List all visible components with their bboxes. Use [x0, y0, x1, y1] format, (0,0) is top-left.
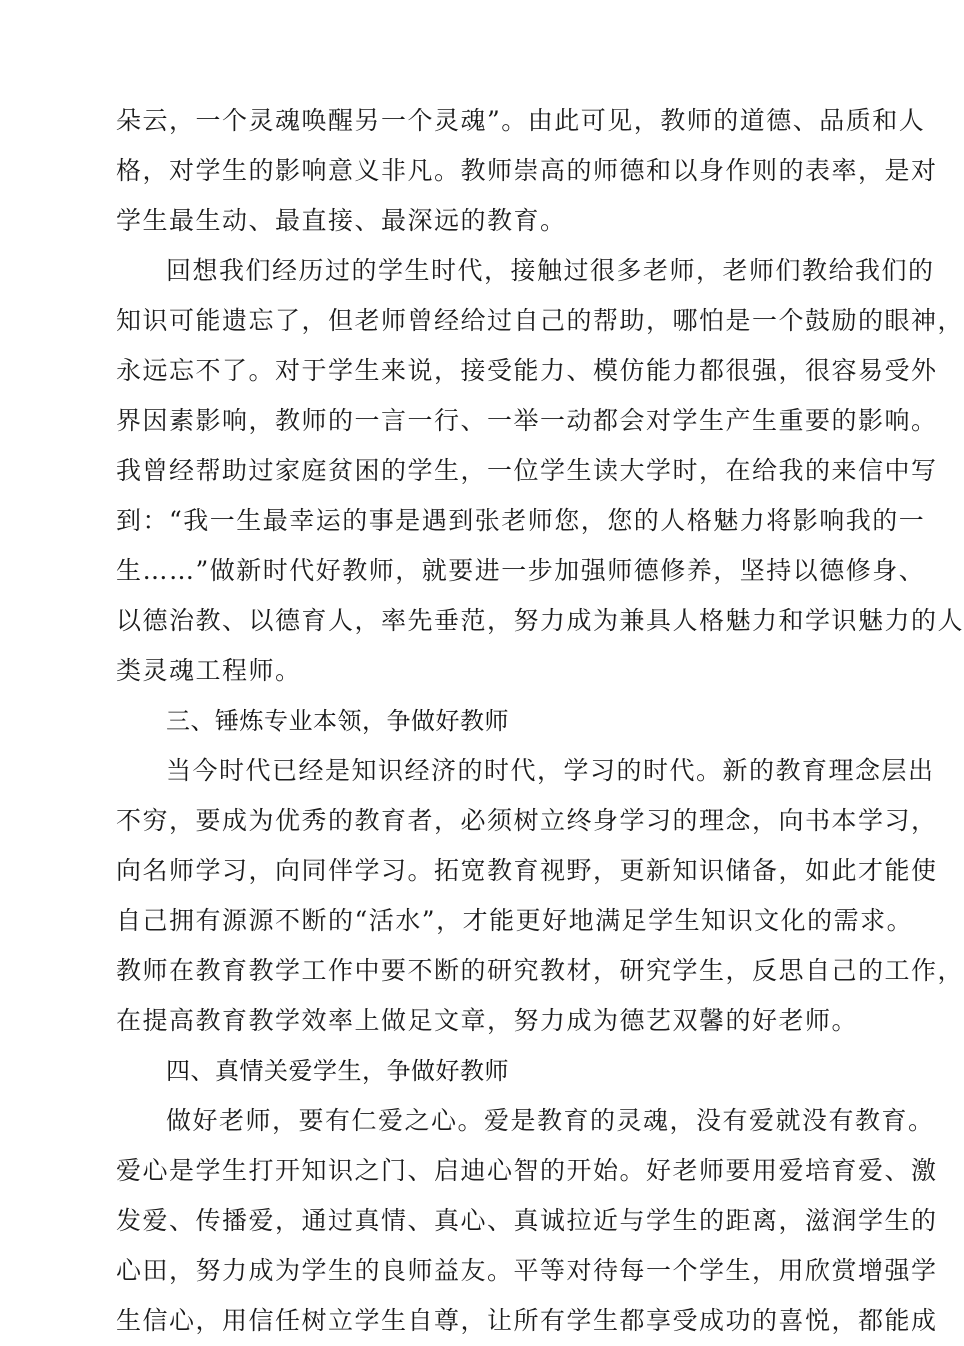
paragraph-first-line: 回想我们经历过的学生时代，接触过很多老师，老师们教给我们的 — [166, 256, 935, 285]
text-line: 自己拥有源源不断的“活水”，才能更好地满足学生知识文化的需求。 — [116, 906, 914, 935]
text-line: 发爱、传播爱，通过真情、真心、真诚拉近与学生的距离，滋润学生的 — [116, 1206, 938, 1235]
paragraph-first-line: 做好老师，要有仁爱之心。爱是教育的灵魂，没有爱就没有教育。 — [166, 1106, 935, 1135]
text-line: 永远忘不了。对于学生来说，接受能力、模仿能力都很强，很容易受外 — [116, 356, 938, 385]
text-line: 类灵魂工程师。 — [116, 656, 302, 685]
text-line: 在提高教育教学效率上做足文章，努力成为德艺双馨的好老师。 — [116, 1006, 859, 1035]
text-line: 知识可能遗忘了，但老师曾经给过自己的帮助，哪怕是一个鼓励的眼神， — [116, 306, 964, 335]
text-line: 生……”做新时代好教师，就要进一步加强师德修养，坚持以德修身、 — [116, 556, 926, 585]
section-heading-3: 三、锤炼专业本领，争做好教师 — [166, 707, 509, 735]
text-line: 朵云，一个灵魂唤醒另一个灵魂”。由此可见，教师的道德、品质和人 — [116, 106, 926, 135]
text-line: 界因素影响，教师的一言一行、一举一动都会对学生产生重要的影响。 — [116, 406, 938, 435]
text-line: 生信心，用信任树立学生自尊，让所有学生都享受成功的喜悦，都能成 — [116, 1306, 938, 1335]
text-line: 格，对学生的影响意义非凡。教师崇高的师德和以身作则的表率，是对 — [116, 156, 938, 185]
text-line: 心田，努力成为学生的良师益友。平等对待每一个学生，用欣赏增强学 — [116, 1256, 938, 1285]
text-line: 到：“我一生最幸运的事是遇到张老师您，您的人格魅力将影响我的一 — [116, 506, 926, 535]
text-line: 以德治教、以德育人，率先垂范，努力成为兼具人格魅力和学识魅力的人 — [116, 606, 964, 635]
text-line: 学生最生动、最直接、最深远的教育。 — [116, 206, 567, 235]
text-line: 向名师学习，向同伴学习。拓宽教育视野，更新知识储备，如此才能使 — [116, 856, 938, 885]
paragraph-first-line: 当今时代已经是知识经济的时代，学习的时代。新的教育理念层出 — [166, 756, 935, 785]
text-line: 不穷，要成为优秀的教育者，必须树立终身学习的理念，向书本学习， — [116, 806, 938, 835]
text-line: 爱心是学生打开知识之门、启迪心智的开始。好老师要用爱培育爱、激 — [116, 1156, 938, 1185]
document-body — [116, 96, 964, 1346]
text-line: 教师在教育教学工作中要不断的研究教材，研究学生，反思自己的工作， — [116, 956, 964, 985]
text-line: 我曾经帮助过家庭贫困的学生，一位学生读大学时，在给我的来信中写 — [116, 456, 938, 485]
section-heading-4: 四、真情关爱学生，争做好教师 — [166, 1057, 509, 1085]
